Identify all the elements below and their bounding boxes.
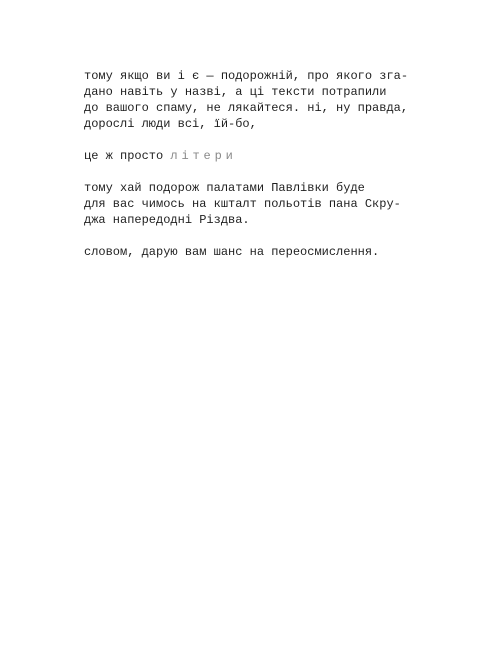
emphasized-word: літери bbox=[170, 149, 237, 163]
text-line: дорослі люди всі, їй-бо, bbox=[84, 117, 257, 131]
text-line: тому якщо ви і є — подорожній, про якого зга- bbox=[84, 69, 409, 83]
text-line: дано навіть у назві, а ці тексти потрапили bbox=[84, 85, 387, 99]
text-line bbox=[84, 148, 424, 164]
text-prefix: це ж просто bbox=[84, 149, 164, 163]
text-line: до вашого спаму, не лякайтеся. ні, ну правда, bbox=[84, 101, 409, 115]
paragraph-4 bbox=[84, 244, 424, 260]
text-line: тому хай подорож палатами Павлівки буде bbox=[84, 181, 365, 195]
paragraph-2 bbox=[84, 148, 424, 164]
paragraph-3 bbox=[84, 180, 424, 228]
text-line: для вас чимось на кштaлт польотів пана Скру- bbox=[84, 197, 401, 211]
text-line: словом, дарую вам шанс на переосмислення. bbox=[84, 245, 380, 259]
paragraph-1 bbox=[84, 68, 424, 132]
text-block bbox=[84, 68, 424, 276]
text-line: джа напередодні Різдва. bbox=[84, 213, 250, 227]
